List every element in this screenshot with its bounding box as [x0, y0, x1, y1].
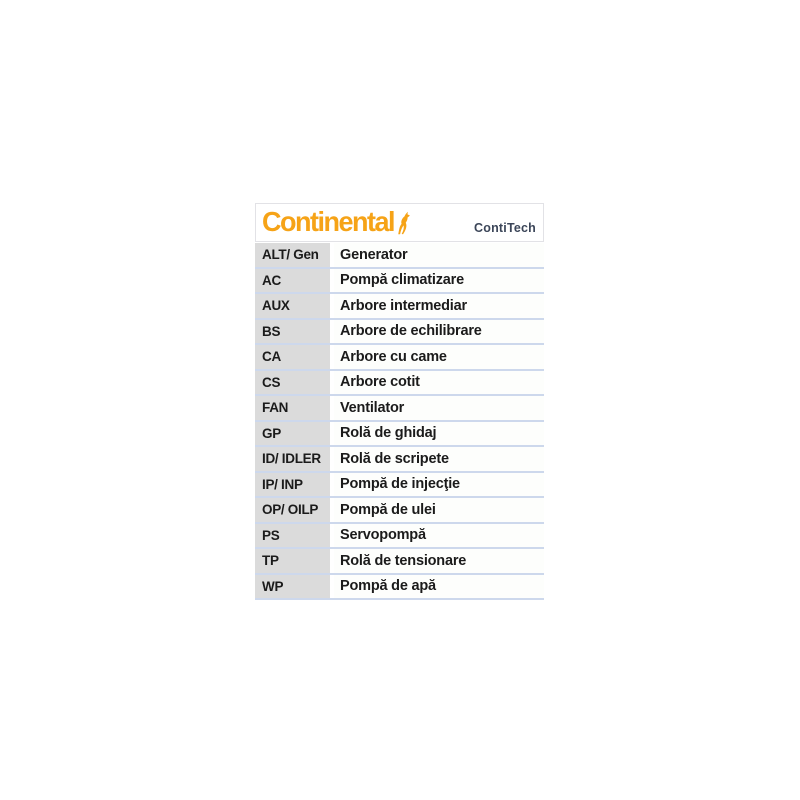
table-row	[255, 320, 544, 346]
description-cell: Pompă de injecţie	[334, 473, 544, 497]
table-row	[255, 243, 544, 269]
abbreviation-cell: IP/ INP	[255, 473, 330, 497]
abbreviation-cell: WP	[255, 575, 330, 599]
description-cell: Arbore cotit	[334, 371, 544, 395]
description-cell: Rolă de tensionare	[334, 549, 544, 573]
abbreviation-cell: CS	[255, 371, 330, 395]
description-cell: Pompă de ulei	[334, 498, 544, 522]
legend-panel	[255, 203, 544, 600]
contitech-label: ContiTech	[474, 221, 536, 235]
description-cell: Ventilator	[334, 396, 544, 420]
abbreviation-cell: AUX	[255, 294, 330, 318]
table-row	[255, 396, 544, 422]
abbreviation-cell: OP/ OILP	[255, 498, 330, 522]
description-cell: Arbore de echilibrare	[334, 320, 544, 344]
description-cell: Pompă climatizare	[334, 269, 544, 293]
table-row	[255, 422, 544, 448]
table-row	[255, 575, 544, 601]
table-row	[255, 473, 544, 499]
table-row	[255, 498, 544, 524]
abbreviation-cell: PS	[255, 524, 330, 548]
continental-logo	[262, 206, 411, 238]
abbreviation-cell: TP	[255, 549, 330, 573]
table-row	[255, 524, 544, 550]
table-row	[255, 294, 544, 320]
table-row	[255, 269, 544, 295]
description-cell: Generator	[334, 243, 544, 267]
abbreviation-cell: BS	[255, 320, 330, 344]
continental-horse-icon	[396, 211, 411, 235]
legend-rows	[255, 243, 544, 600]
brand-header	[255, 203, 544, 242]
abbreviation-cell: FAN	[255, 396, 330, 420]
abbreviation-cell: CA	[255, 345, 330, 369]
abbreviation-cell: GP	[255, 422, 330, 446]
description-cell: Servopompă	[334, 524, 544, 548]
abbreviation-cell: ALT/ Gen	[255, 243, 330, 267]
description-cell: Arbore cu came	[334, 345, 544, 369]
description-cell: Rolă de ghidaj	[334, 422, 544, 446]
table-row	[255, 371, 544, 397]
description-cell: Pompă de apă	[334, 575, 544, 599]
table-row	[255, 345, 544, 371]
abbreviation-cell: AC	[255, 269, 330, 293]
table-row	[255, 549, 544, 575]
table-row	[255, 447, 544, 473]
abbreviation-cell: ID/ IDLER	[255, 447, 330, 471]
description-cell: Arbore intermediar	[334, 294, 544, 318]
continental-wordmark: Continental	[262, 206, 394, 238]
description-cell: Rolă de scripete	[334, 447, 544, 471]
